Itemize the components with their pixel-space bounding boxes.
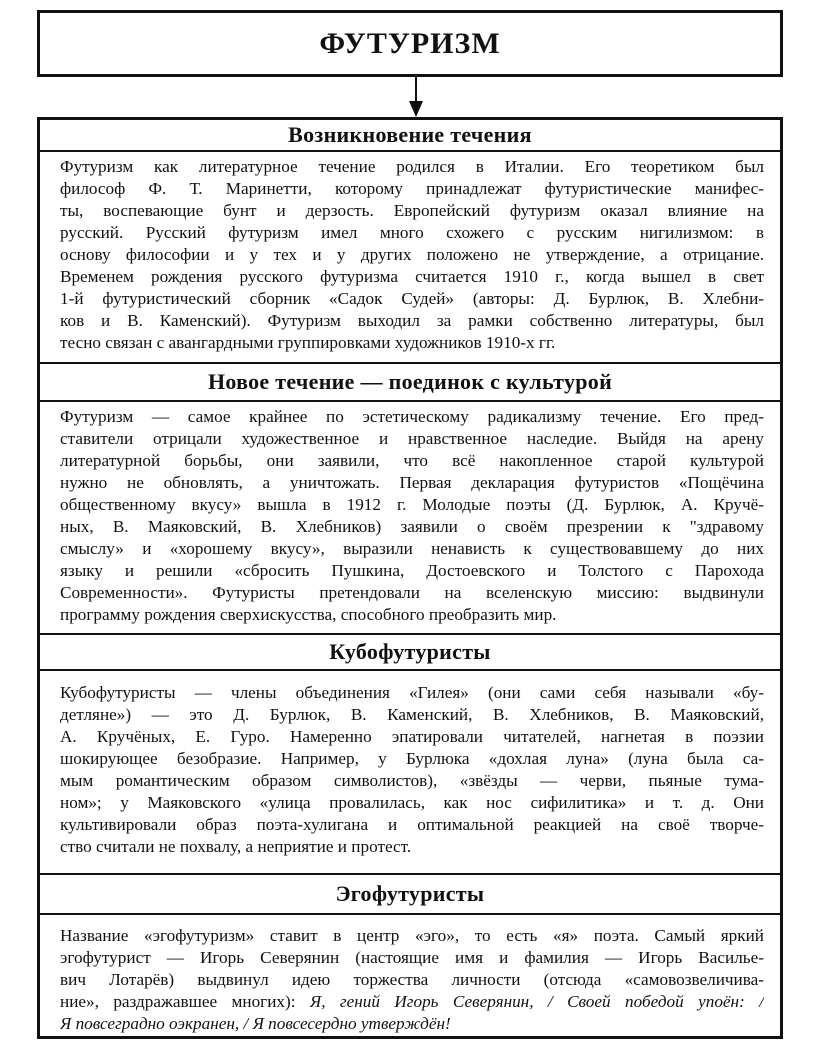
- section-body-new-current: [40, 406, 780, 626]
- poem-quote: Я, гений Игорь Северянин, / Своей победой упоён: /: [309, 992, 764, 1011]
- text-line: ных, В. Маяковский, В. Хлебников) заявили о своём презрении к "здравому: [60, 517, 764, 536]
- text-line: русский. Русский футуризм имел много схожего с русским нигилизмом: в: [60, 223, 764, 242]
- section-heading-egofuturists: Эгофутуристы: [40, 875, 780, 915]
- section-body-cubofuturists: [40, 682, 780, 858]
- text-line: программу рождения сверхискусства, способного преобразить мир.: [60, 605, 557, 624]
- text-line: ков и В. Каменский). Футуризм выходил за рамки собственно литературы, был: [60, 311, 764, 330]
- text-line: нужно не обновлять, а уничтожать. Первая декларация футуристов «Пощёчина: [60, 473, 764, 492]
- text-line: тесно связан с авангардными группировками художников 1910-х гг.: [60, 333, 556, 352]
- text-line: шокирующее безобразие. Например, у Бурлюка «дохлая луна» (луна была са-: [60, 749, 764, 768]
- section-heading-new-current: Новое течение — поединок с культурой: [40, 364, 780, 402]
- text-line: Название «эгофутуризм» ставит в центр «эго», то есть «я» поэта. Самый яркий: [60, 926, 764, 945]
- text-line: литературной борьбы, они заявили, что всё накопленное старой культурой: [60, 451, 764, 470]
- page-title: ФУТУРИЗМ: [319, 26, 501, 60]
- text-plain: ние», раздражавшее многих):: [60, 992, 310, 1011]
- text-line: Футуризм — самое крайнее по эстетическому радикализму течение. Его пред-: [60, 407, 764, 426]
- section-body-egofuturists: [40, 925, 780, 1035]
- text-line: культивировали образ поэта-хулигана и оптимальной реакцией на своё творче-: [60, 815, 764, 834]
- text-line: ставители отрицали художественное и нравственное наследие. Выйдя на арену: [60, 429, 764, 448]
- text-line: А. Кручёных, Е. Гуро. Намеренно эпатировали читателей, нагнетая в поэзии: [60, 727, 764, 746]
- text-line: 1-й футуристический сборник «Садок Судей» (авторы: Д. Бурлюк, В. Хлебни-: [60, 289, 764, 308]
- text-line: Современности». Футуристы претендовали на вселенскую миссию: выдвинули: [60, 583, 764, 602]
- text-line: мым романтическим образом символистов), «звёзды — черви, пьяные тума-: [60, 771, 764, 790]
- text-line: ты, воспевающие бунт и дерзость. Европейский футуризм оказал влияние на: [60, 201, 764, 220]
- content-frame: [37, 117, 783, 1039]
- text-line: смыслу» и «хорошему вкусу», выразили ненависть к существовавшему до них: [60, 539, 764, 558]
- text-line: эгофутурист — Игорь Северянин (настоящие имя и фамилия — Игорь Василье-: [60, 948, 764, 967]
- text-line: общественному вкусу» вышла в 1912 г. Молодые поэты (Д. Бурлюк, А. Кручё-: [60, 495, 764, 514]
- text-line: Футуризм как литературное течение родился в Италии. Его теоретиком был: [60, 157, 764, 176]
- section-heading-origin: Возникновение течения: [40, 120, 780, 152]
- section-body-origin: [40, 156, 780, 354]
- text-line: философ Ф. Т. Маринетти, которому принадлежат футуристические манифес-: [60, 179, 764, 198]
- down-arrow-icon: [408, 77, 424, 117]
- text-line: вич Лотарёв) выдвинул идею торжества личности (отсюда «самовозвеличива-: [60, 970, 764, 989]
- poem-quote-line: Я повсеградно оэкранен, / Я повсесердно утверждён!: [60, 1014, 451, 1033]
- text-line: основу философии и у тех и у других положено не утверждение, а отрицание.: [60, 245, 764, 264]
- text-line: ном»; у Маяковского «улица провалилась, как нос сифилитика» и т. д. Они: [60, 793, 764, 812]
- text-line: Кубофутуристы — члены объединения «Гилея» (они сами себя называли «бу-: [60, 683, 764, 702]
- text-line: ство считали не похвалу, а неприятие и протест.: [60, 837, 412, 856]
- text-line: Временем рождения русского футуризма считается 1910 г., когда вышел в свет: [60, 267, 764, 286]
- text-line: языку и решили «сбросить Пушкина, Достоевского и Толстого с Парохода: [60, 561, 764, 580]
- text-line: детляне») — это Д. Бурлюк, В. Каменский, В. Хлебников, В. Маяковский,: [60, 705, 764, 724]
- text-line: [60, 991, 764, 1013]
- section-heading-cubofuturists: Кубофутуристы: [40, 635, 780, 671]
- title-box: [37, 10, 783, 77]
